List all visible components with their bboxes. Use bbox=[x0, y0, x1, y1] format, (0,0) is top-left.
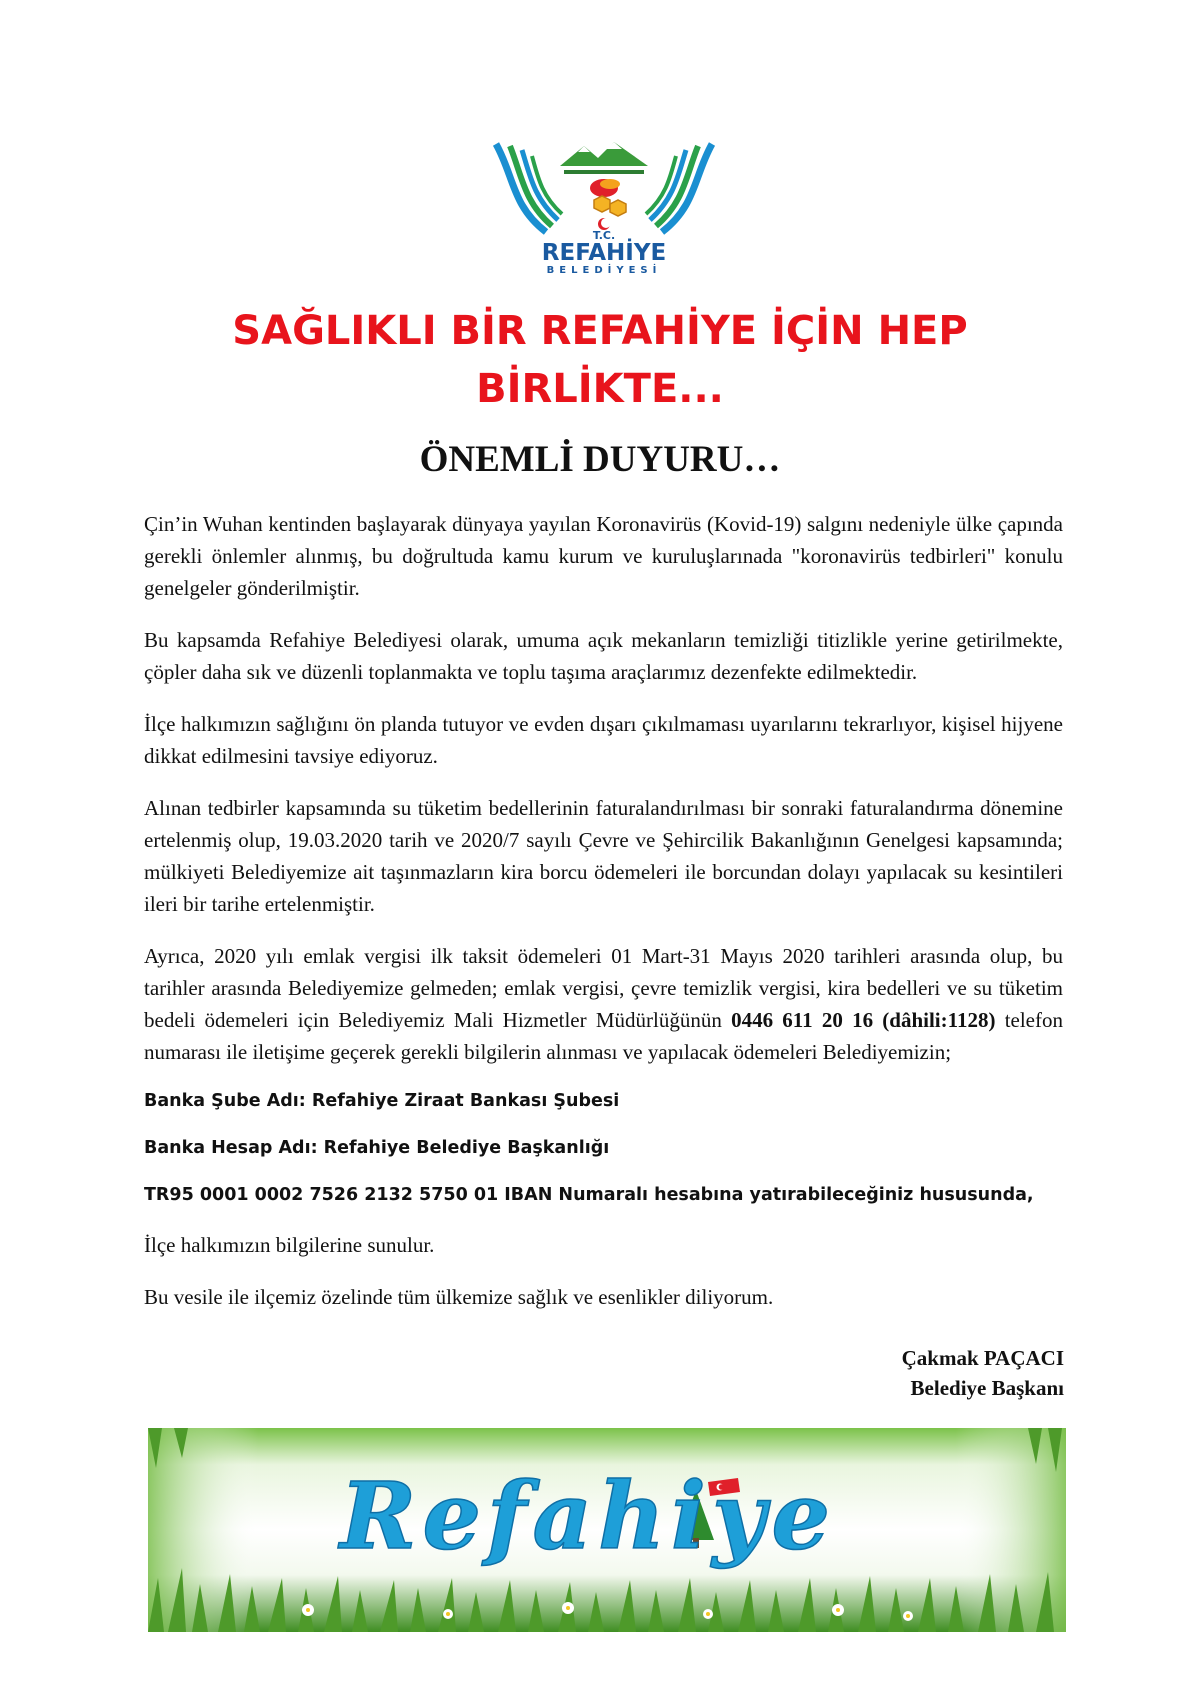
paragraph-5-text-end: telefon numarası ile iletişime geçerek gerekli bilgilerin alınması ve yapılacak ödemeleri Belediyemizin; bbox=[144, 1008, 1063, 1064]
paragraph-5-text-start: Ayrıca, 2020 yılı emlak vergisi ilk taksit ödemeleri 01 Mart-31 Mayıs 2020 tarihleri arasında olup, bu tarihler arasında Belediyemize gelmeden; emlak vergisi, çevre temizlik vergisi, kira bedelleri ve su tüketim bedeli ödemeleri için Belediyemiz Mali Hizmetler Müdürlüğünün bbox=[144, 944, 1063, 1032]
main-title-line-2: BİRLİKTE... bbox=[476, 366, 724, 412]
banner-brand-text: Refahiye bbox=[339, 1462, 837, 1570]
main-title bbox=[150, 302, 1050, 418]
logo-tc-text: T.C. bbox=[592, 229, 616, 242]
bank-details bbox=[144, 1088, 1063, 1261]
logo-subtitle-text: BELEDİYESİ bbox=[546, 265, 662, 276]
mayor-title: Belediye Başkanı bbox=[910, 1376, 1064, 1400]
paragraph-1: Çin’in Wuhan kentinden başlayarak dünyaya yayılan Koronavirüs (Kovid-19) salgını nedeniyle ülke çapında gerekli önlemler alınmış, bu doğrultuda kamu kurum ve kuruluşlarınada "koronavirüs tedbirleri" konulu genelgeler gönderilmiştir. bbox=[144, 512, 1063, 600]
paragraph-5 bbox=[144, 940, 1063, 1068]
paragraph-3: İlçe halkımızın sağlığını ön planda tutuyor ve evden dışarı çıkılmaması uyarılarını tekrarlıyor, kişisel hijyene dikkat edilmesini tavsiye ediyoruz. bbox=[144, 712, 1063, 768]
bank-iban: TR95 0001 0002 7526 2132 5750 01 IBAN Numaralı hesabına yatırabileceğiniz hususunda, bbox=[144, 1185, 1034, 1205]
mayor-name: Çakmak PAÇACI bbox=[901, 1346, 1064, 1370]
announcement-heading: ÖNEMLİ DUYURU… bbox=[419, 439, 781, 480]
municipality-logo bbox=[486, 136, 722, 276]
paragraph-4: Alınan tedbirler kapsamında su tüketim bedellerinin faturalandırılması bir sonraki faturalandırma dönemine ertelenmiş olup, 19.03.2020 tarih ve 2020/7 sayılı Çevre ve Şehircilik Bakanlığının Genelgesi kapsamında; mülkiyeti Belediyemize ait taşınmazların kira borcu ödemeleri ile borcundan dolayı yapılacak su kesintileri ileri bir tarihe ertelenmiştir. bbox=[144, 796, 1063, 916]
logo-emblem-icon bbox=[486, 136, 722, 276]
bank-branch-name: Banka Şube Adı: Refahiye Ziraat Bankası Şubesi bbox=[144, 1091, 620, 1111]
signature-block bbox=[902, 1343, 1064, 1403]
bank-account-name: Banka Hesap Adı: Refahiye Belediye Başkanlığı bbox=[144, 1138, 610, 1158]
banner-graphic bbox=[148, 1428, 1066, 1632]
logo-name-text: REFAHİYE bbox=[541, 240, 667, 266]
bank-closing-line: İlçe halkımızın bilgilerine sunulur. bbox=[144, 1233, 435, 1257]
main-title-line-1: SAĞLIKLI BİR REFAHİYE İÇİN HEP bbox=[232, 308, 968, 354]
refahiye-banner bbox=[148, 1428, 1066, 1632]
closing-paragraph: Bu vesile ile ilçemiz özelinde tüm ülkemize sağlık ve esenlikler diliyorum. bbox=[144, 1285, 774, 1309]
phone-number: 0446 611 20 16 (dâhili:1128) bbox=[731, 1008, 996, 1032]
announcement-body bbox=[144, 508, 1063, 1333]
paragraph-2: Bu kapsamda Refahiye Belediyesi olarak, umuma açık mekanların temizliği titizlikle yerine getirilmekte, çöpler daha sık ve düzenli toplanmakta ve toplu taşıma araçlarımız dezenfekte edilmektedir. bbox=[144, 628, 1063, 684]
